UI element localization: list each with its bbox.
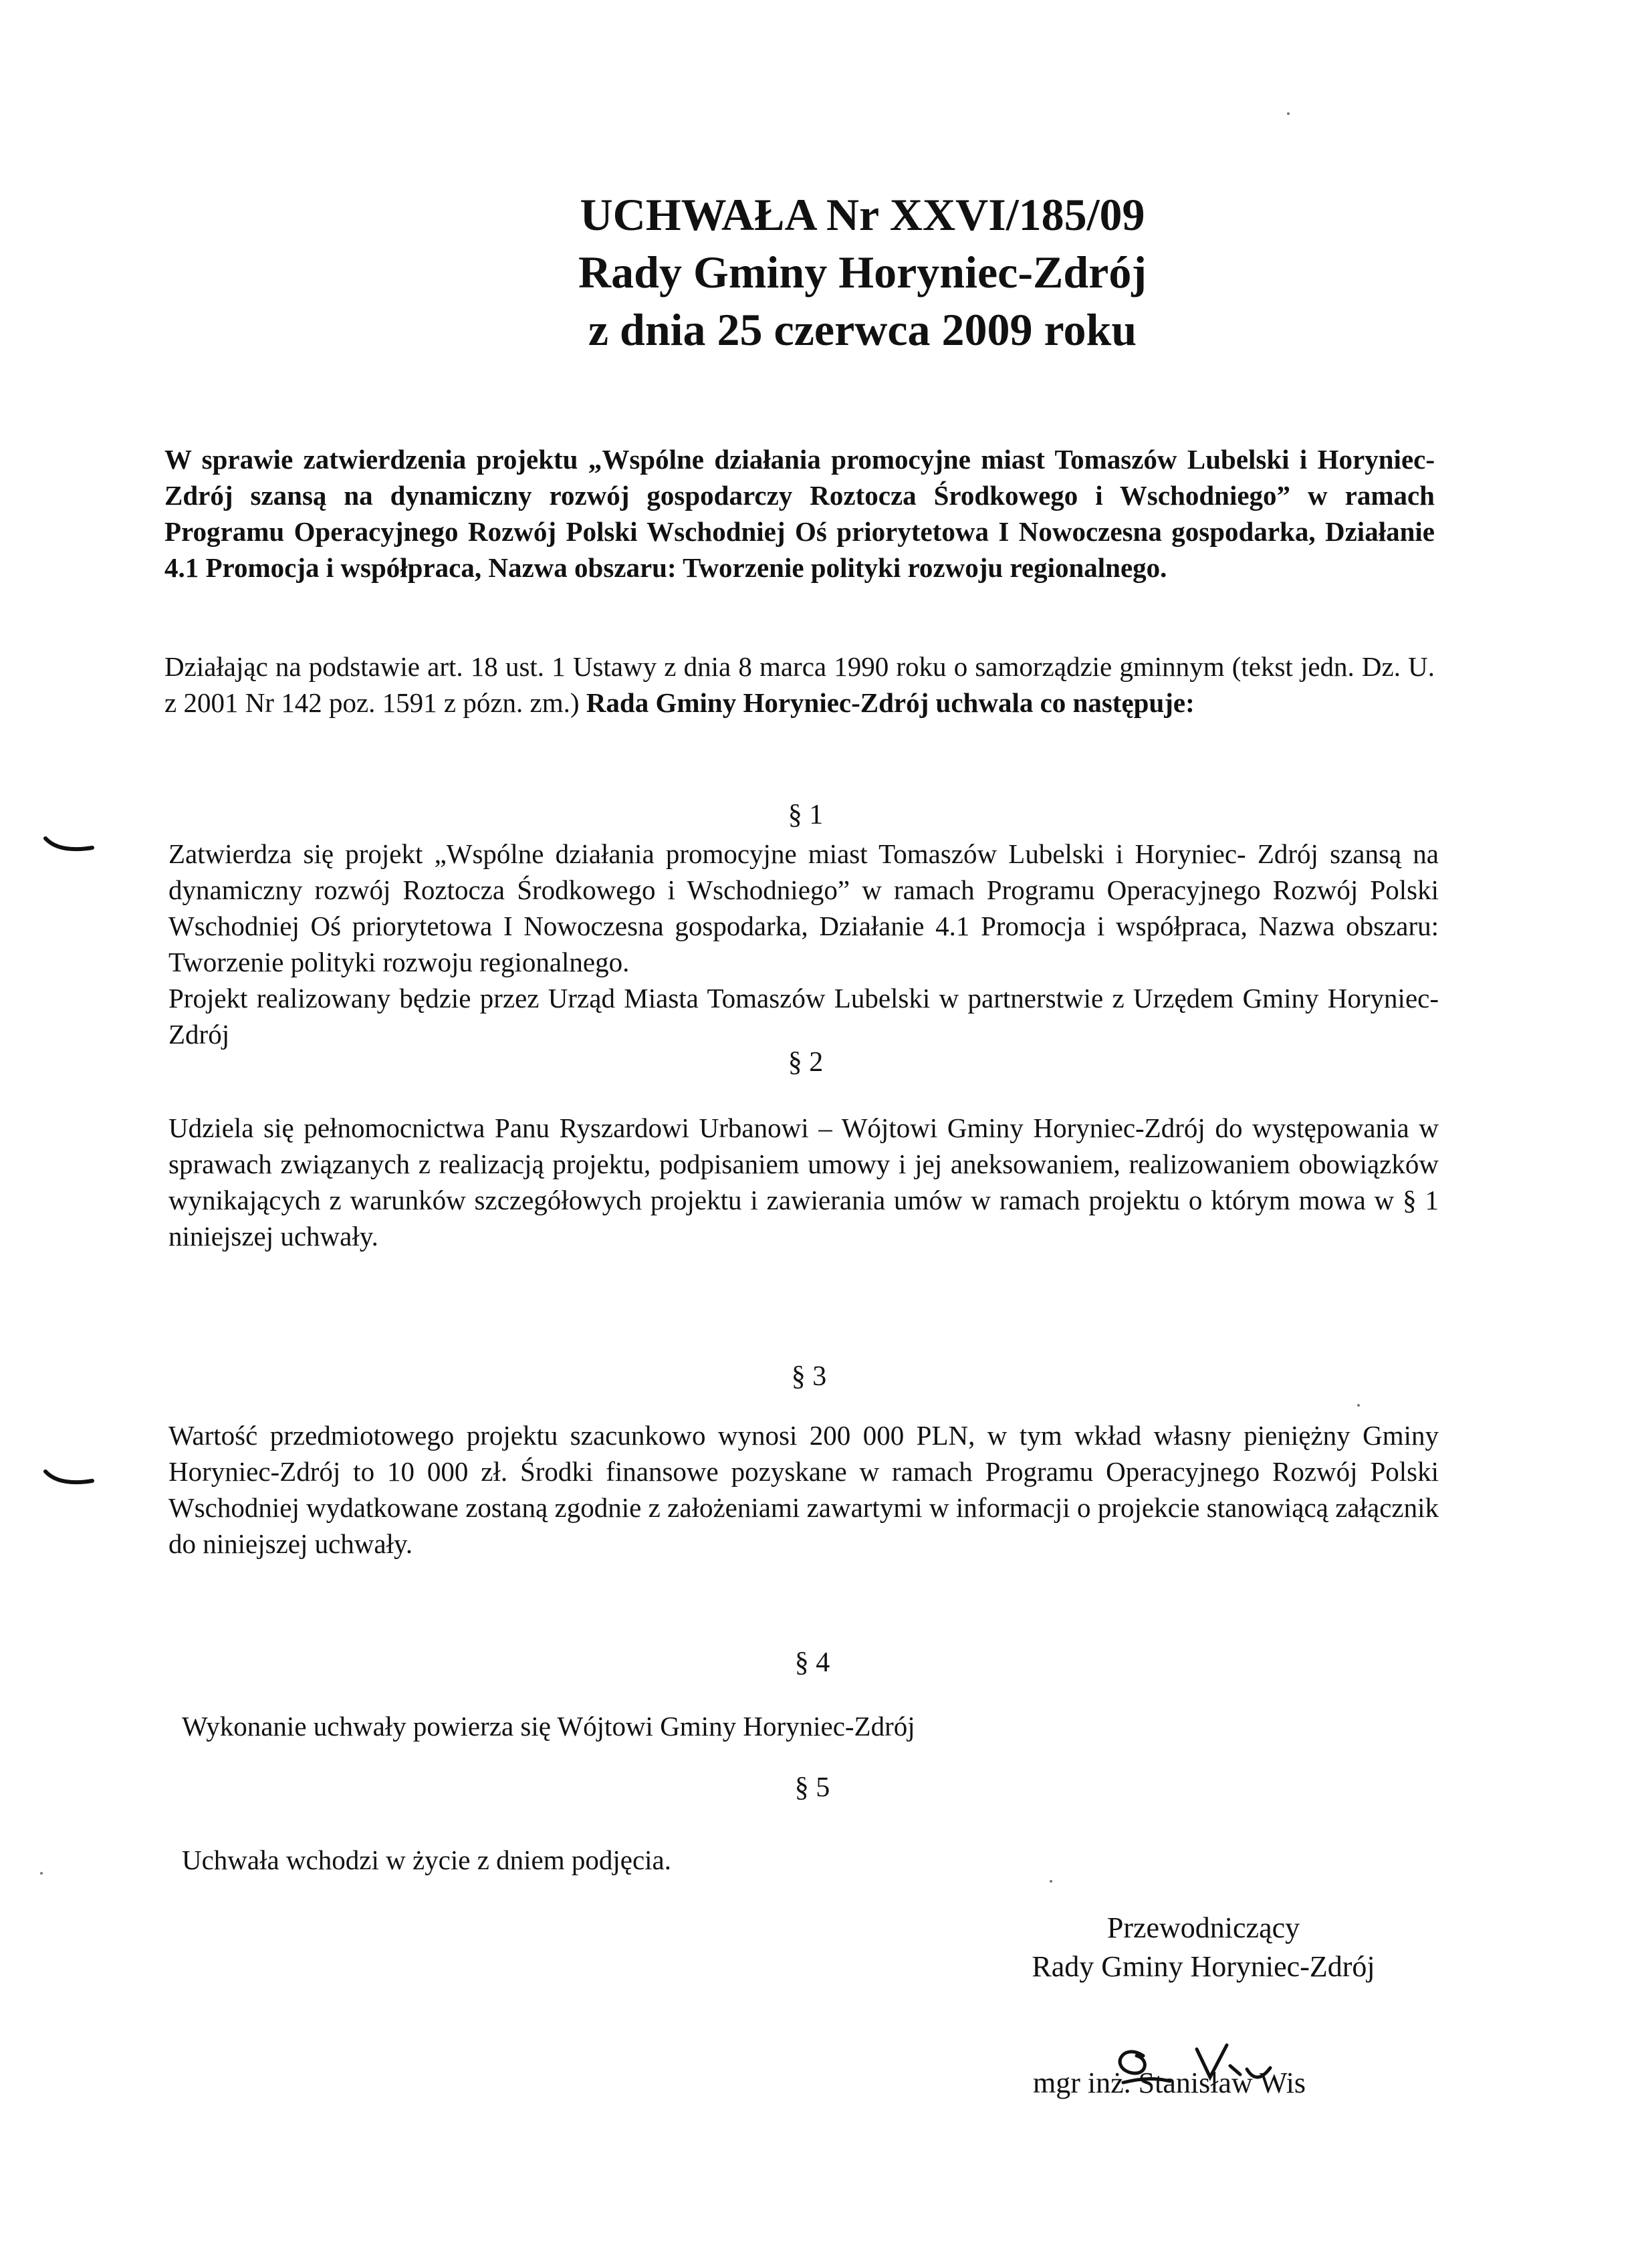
section-2-sign: § 2 — [788, 1047, 824, 1078]
legal-basis — [164, 648, 1435, 721]
scan-speck — [40, 1872, 43, 1875]
margin-checkmark — [43, 834, 96, 861]
section-4-sign: § 4 — [794, 1647, 830, 1678]
resolution-header — [401, 186, 1324, 358]
section-1-text — [168, 836, 1439, 1052]
legal-basis-bold: Rada Gminy Horyniec-Zdrój uchwala co następuje: — [586, 687, 1195, 718]
section-3-sign: § 3 — [791, 1361, 827, 1392]
signature-block — [956, 1909, 1451, 1986]
section-2-text: Udziela się pełnomocnictwa Panu Ryszardowi Urbanowi – Wójtowi Gminy Horyniec-Zdrój do występowania w sprawach związanych z realizacją projektu, podpisaniem umowy i jej aneksowaniem, realizowaniem obowiązków wynikających z warunków szczegółowych projektu i zawierania umów w ramach projektu o którym mowa w § 1 niniejszej uchwały. — [168, 1112, 1439, 1252]
signatory-role: Przewodniczący — [1106, 1911, 1300, 1944]
scan-speck — [1357, 1404, 1360, 1407]
section-4-text: Wykonanie uchwały powierza się Wójtowi Gminy Horyniec-Zdrój — [182, 1711, 915, 1742]
section-1-paragraph-2: Projekt realizowany będzie przez Urząd Miasta Tomaszów Lubelski w partnerstwie z Urzędem Gminy Horyniec-Zdrój — [168, 983, 1439, 1050]
legal-basis-text: Działając na podstawie art. 18 ust. 1 Ustawy z dnia 8 marca 1990 roku o samorządzie gminnym (tekst jedn. Dz. U. z 2001 Nr 142 poz. 1591 z pózn. zm.) — [164, 651, 1435, 718]
signatory-body: Rady Gminy Horyniec-Zdrój — [1032, 1950, 1375, 1983]
resolution-subject: W sprawie zatwierdzenia projektu „Wspólne działania promocyjne miast Tomaszów Lubelski i Horyniec- Zdrój szansą na dynamiczny rozwój gospodarczy Roztocza Środkowego i Wschodniego” w ramach Programu Operacyjnego Rozwój Polski Wschodniej Oś priorytetowa I Nowoczesna gospodarka, Działanie 4.1 Promocja i współpraca, Nazwa obszaru: Tworzenie polityki rozwoju regionalnego. — [164, 444, 1435, 583]
resolution-date: z dnia 25 czerwca 2009 roku — [588, 304, 1137, 355]
council-name: Rady Gminy Horyniec-Zdrój — [578, 247, 1147, 298]
section-1-paragraph: Zatwierdza się projekt „Wspólne działania promocyjne miast Tomaszów Lubelski i Horyniec- Zdrój szansą na dynamiczny rozwój Roztocza Środkowego i Wschodniego” w ramach Programu Operacyjnego Rozwój Polski Wschodniej Oś priorytetowa I Nowoczesna gospodarka, Działanie 4.1 Promocja i współpraca, Nazwa obszaru: Tworzenie polityki rozwoju regionalnego. — [168, 838, 1439, 977]
section-3-text: Wartość przedmiotowego projektu szacunkowo wynosi 200 000 PLN, w tym wkład własny pieniężny Gminy Horyniec-Zdrój to 10 000 zł. Środki finansowe pozyskane w ramach Programu Operacyjnego Rozwój Polski Wschodniej wydatkowane zostaną zgodnie z założeniami zawartymi w informacji o projekcie stanowiącą załącznik do niniejszej uchwały. — [168, 1420, 1439, 1559]
section-5-text: Uchwała wchodzi w życie z dniem podjęcia. — [182, 1845, 671, 1875]
scan-speck — [1287, 112, 1290, 115]
section-5-sign: § 5 — [794, 1772, 830, 1803]
margin-checkmark — [43, 1467, 96, 1494]
section-1-sign: § 1 — [788, 800, 824, 830]
signatory-name: mgr inż. Stanisław Wis — [1033, 2066, 1306, 2099]
resolution-number: UCHWAŁA Nr XXVI/185/09 — [580, 189, 1145, 240]
scan-speck — [1050, 1880, 1052, 1883]
